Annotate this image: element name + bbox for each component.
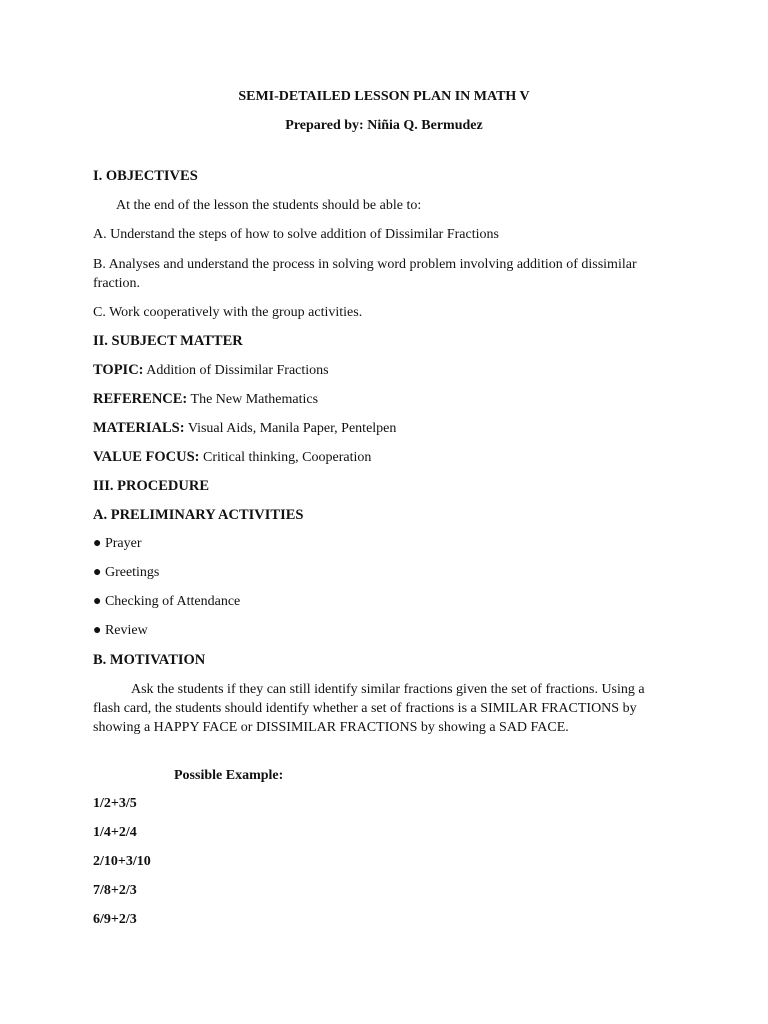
topic-row [93,361,329,380]
objective-item: A. Understand the steps of how to solve addition of Dissimilar Fractions [93,227,499,242]
value-focus-label: VALUE FOCUS: [93,449,200,465]
example-item: 7/8+2/3 [93,883,137,898]
document-title: SEMI-DETAILED LESSON PLAN IN MATH V [238,89,530,104]
materials-row [93,419,396,438]
example-item: 1/2+3/5 [93,796,137,811]
materials-value: Visual Aids, Manila Paper, Pentelpen [187,421,397,436]
motivation-heading: B. MOTIVATION [93,652,206,668]
example-item: 1/4+2/4 [93,825,137,840]
procedure-heading: III. PROCEDURE [93,478,210,494]
list-item: ● Review [93,623,148,638]
value-focus-value: Critical thinking, Cooperation [202,450,372,465]
objectives-intro: At the end of the lesson the students should be able to: [116,198,422,213]
reference-row [93,390,318,409]
example-label: Possible Example: [174,768,284,783]
value-focus-row [93,448,371,467]
topic-label: TOPIC: [93,362,144,378]
objective-item: C. Work cooperatively with the group activities. [93,305,363,320]
subject-matter-heading: II. SUBJECT MATTER [93,333,243,349]
preliminary-heading: A. PRELIMINARY ACTIVITIES [93,507,304,523]
topic-value: Addition of Dissimilar Fractions [146,363,329,378]
objective-item: B. Analyses and understand the process in solving word problem involving addition of dissimilar fraction. [93,257,637,291]
reference-value: The New Mathematics [190,392,319,407]
prepared-by: Prepared by: Niñia Q. Bermudez [285,118,483,133]
materials-label: MATERIALS: [93,420,185,436]
objectives-heading: I. OBJECTIVES [93,168,198,184]
reference-label: REFERENCE: [93,391,188,407]
list-item: ● Prayer [93,536,142,551]
example-item: 6/9+2/3 [93,912,137,927]
example-item: 2/10+3/10 [93,854,151,869]
list-item: ● Greetings [93,565,160,580]
list-item: ● Checking of Attendance [93,594,241,609]
motivation-text: Ask the students if they can still identify similar fractions given the set of fractions. Using a flash card, the students should identify whether a set of fractions is a SIMILAR FRACTIONS by showing a HAPPY FACE or DISSIMILAR FRACTIONS by showing a SAD FACE. [93,682,645,735]
